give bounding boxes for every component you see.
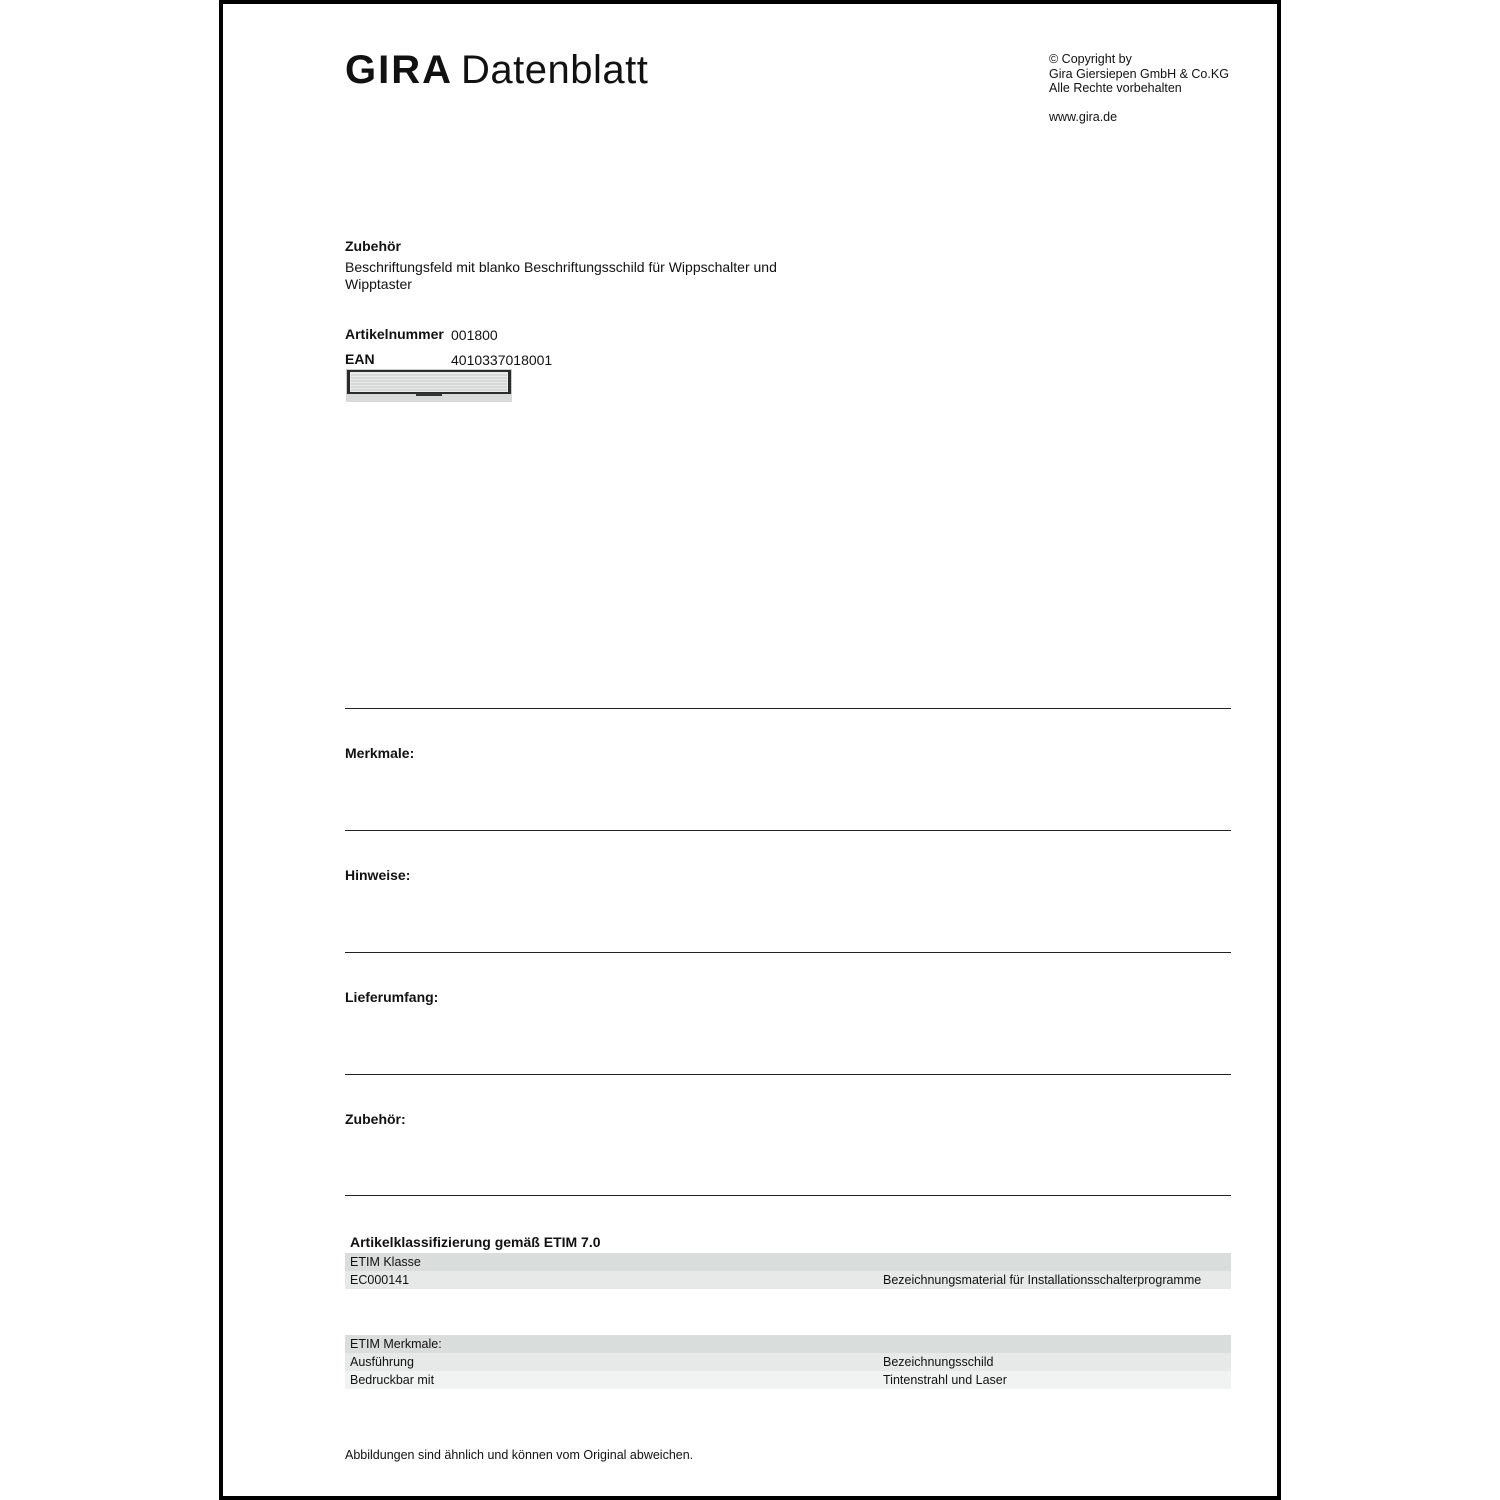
brand-name: GIRA [345, 48, 453, 92]
divider [345, 1195, 1231, 1196]
copyright-line: © Copyright by [1049, 52, 1132, 66]
gira-logo [345, 48, 648, 92]
etim-class-name: Bezeichnungsmaterial für Installationsschalterprogramme [883, 1273, 1202, 1287]
table-row [345, 1371, 1231, 1389]
website-link[interactable]: www.gira.de [1049, 109, 1118, 124]
etim-classification-title: Artikelklassifizierung gemäß ETIM 7.0 [350, 1234, 601, 1250]
feature-value: Tintenstrahl und Laser [883, 1373, 1007, 1387]
etim-features-header-label: ETIM Merkmale: [350, 1337, 442, 1351]
divider [345, 952, 1231, 953]
etim-features-header [345, 1335, 1231, 1353]
product-category: Zubehör [345, 238, 401, 254]
label-field-image [346, 369, 512, 402]
description-line: Wipptaster [345, 276, 412, 292]
divider [345, 830, 1231, 831]
etim-class-code: EC000141 [350, 1273, 410, 1287]
section-lieferumfang: Lieferumfang: [345, 989, 439, 1005]
section-zubehoer: Zubehör: [345, 1111, 406, 1127]
ean-label: EAN [345, 351, 375, 367]
ean-value: 4010337018001 [451, 352, 553, 368]
copyright-block [1049, 52, 1229, 124]
document-title: Datenblatt [461, 48, 649, 92]
feature-value: Bezeichnungsschild [883, 1355, 994, 1369]
feature-key: Bedruckbar mit [350, 1373, 435, 1387]
article-number-label: Artikelnummer [345, 326, 444, 342]
table-row [345, 1353, 1231, 1371]
table-row [345, 1271, 1231, 1289]
section-hinweise: Hinweise: [345, 867, 411, 883]
feature-key: Ausführung [350, 1355, 414, 1369]
product-description [345, 259, 777, 293]
section-merkmale: Merkmale: [345, 745, 415, 761]
copyright-line: Alle Rechte vorbehalten [1049, 81, 1182, 95]
divider [345, 1074, 1231, 1075]
datasheet-page [219, 0, 1281, 1500]
divider [345, 708, 1231, 709]
etim-class-header [345, 1253, 1231, 1271]
copyright-line: Gira Giersiepen GmbH & Co.KG [1049, 66, 1229, 81]
disclaimer: Abbildungen sind ähnlich und können vom Original abweichen. [345, 1448, 694, 1462]
article-number-value: 001800 [451, 327, 498, 343]
etim-class-header-label: ETIM Klasse [350, 1255, 421, 1269]
description-line: Beschriftungsfeld mit blanko Beschriftungsschild für Wippschalter und [345, 259, 777, 275]
